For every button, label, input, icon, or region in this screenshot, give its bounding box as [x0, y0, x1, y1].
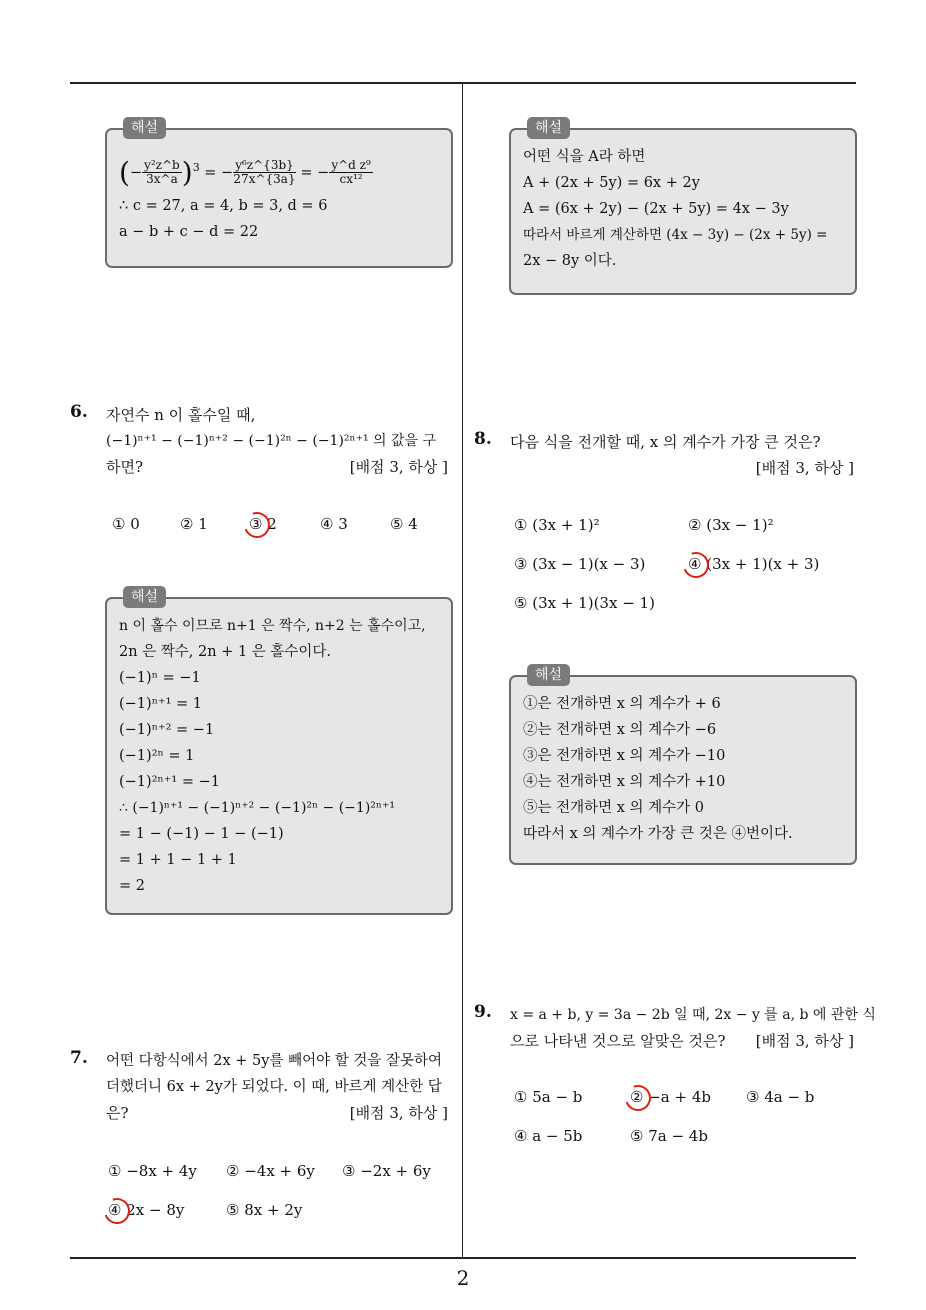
- solution-tag: 해설: [527, 117, 570, 139]
- solution-line: ⑤는 전개하면 x 의 계수가 0: [523, 800, 705, 816]
- solution-line: A + (2x + 5y) = 6x + 2y: [523, 175, 700, 191]
- solution-line: 2n 은 짝수, 2n + 1 은 홀수이다.: [119, 644, 332, 660]
- solution-box-q5: [105, 120, 453, 268]
- question-text: 다음 식을 전개할 때, x 의 계수가 가장 큰 것은?: [510, 433, 821, 451]
- solution-equation: (− $\frac{\text{y²z\textasciicircum{}b}}{3x\^{}a}$ )$^3$ = − $\frac{\text{y⁶z\textasciicircum{}\{3b\}}}{27x\^{}\{3a\}}$ = − $\frac{\text{y\textasciicircum{}d z⁹}}{\text{cx¹²}}$: [119, 155, 371, 189]
- solution-line: a − b + c − d = 22: [119, 223, 259, 240]
- question-text: 으로 나타낸 것으로 알맞은 것은? [배점 3, 하상 ]: [510, 1028, 856, 1054]
- question-number: 8.: [474, 429, 492, 449]
- choice-5[interactable]: ⑤ (3x + 1)(3x − 1): [514, 594, 655, 612]
- question-text: 은? [배점 3, 하상 ]: [106, 1100, 458, 1126]
- answer-mark: [621, 1081, 656, 1116]
- solution-line: ④는 전개하면 x 의 계수가 +10: [523, 774, 726, 790]
- solution-line: ③은 전개하면 x 의 계수가 −10: [523, 748, 726, 764]
- answer-mark: [679, 548, 714, 583]
- choice-5[interactable]: ⑤ 7a − 4b: [630, 1127, 708, 1145]
- choice-3[interactable]: ③ −2x + 6y: [342, 1162, 431, 1180]
- question-meta: [배점 3, 하상 ]: [349, 458, 448, 476]
- question-number: 6.: [70, 402, 88, 422]
- choice-5[interactable]: ⑤ 8x + 2y: [226, 1201, 303, 1219]
- question-text: 더했더니 6x + 2y가 되었다. 이 때, 바르게 계산한 답: [106, 1079, 442, 1095]
- question-text: x = a + b, y = 3a − 2b 일 때, 2x − y 를 a, b 에 관한 식: [510, 1007, 876, 1023]
- solution-line: (−1)ⁿ = −1: [119, 670, 201, 686]
- solution-line: 어떤 식을 A라 하면: [523, 149, 646, 165]
- question-text: 어떤 다항식에서 2x + 5y를 빼어야 할 것을 잘못하여: [106, 1053, 442, 1069]
- choice-2[interactable]: ② −a + 4b: [630, 1088, 711, 1106]
- question-meta: [배점 3, 하상 ]: [755, 1032, 854, 1050]
- choice-4[interactable]: ④ 3: [320, 515, 348, 533]
- solution-line: n 이 홀수 이므로 n+1 은 짝수, n+2 는 홀수이고,: [119, 618, 426, 634]
- answer-mark: [240, 508, 275, 543]
- choice-2[interactable]: ② (3x − 1)²: [688, 516, 774, 534]
- solution-box-q7: [509, 120, 857, 295]
- choice-4[interactable]: ④ a − 5b: [514, 1127, 583, 1145]
- page-number: 2: [456, 1266, 470, 1290]
- solution-box-q8: [509, 667, 857, 865]
- solution-line: = 1 − (−1) − 1 − (−1): [119, 826, 284, 842]
- solution-line: ∴ c = 27, a = 4, b = 3, d = 6: [119, 197, 328, 214]
- solution-tag: 해설: [123, 586, 166, 608]
- choice-1[interactable]: ① −8x + 4y: [108, 1162, 197, 1180]
- solution-tag: 해설: [123, 117, 166, 139]
- choice-1[interactable]: ① 0: [112, 515, 140, 533]
- choice-1[interactable]: ① (3x + 1)²: [514, 516, 600, 534]
- solution-line: 따라서 바르게 계산하면 (4x − 3y) − (2x + 5y) =: [523, 227, 828, 243]
- question-8: [510, 429, 854, 481]
- solution-line: 따라서 x 의 계수가 가장 큰 것은 ④번이다.: [523, 826, 793, 842]
- question-text: 자연수 n 이 홀수일 때,: [106, 406, 256, 424]
- choice-3[interactable]: ③ (3x − 1)(x − 3): [514, 555, 646, 573]
- solution-line: ∴ (−1)ⁿ⁺¹ − (−1)ⁿ⁺² − (−1)²ⁿ − (−1)²ⁿ⁺¹: [119, 800, 395, 816]
- solution-line: 2x − 8y 이다.: [523, 253, 617, 269]
- question-number: 9.: [474, 1002, 492, 1022]
- choice-3[interactable]: ③ 4a − b: [746, 1088, 815, 1106]
- solution-line: (−1)²ⁿ⁺¹ = −1: [119, 774, 220, 790]
- solution-box-q6: [105, 589, 453, 915]
- choices-q7: [108, 1162, 458, 1232]
- solution-line: (−1)²ⁿ = 1: [119, 748, 195, 764]
- choices-q9: [514, 1088, 854, 1158]
- question-9: [510, 1002, 876, 1054]
- choice-2[interactable]: ② 1: [180, 515, 208, 533]
- question-number: 7.: [70, 1048, 88, 1068]
- solution-tag: 해설: [527, 664, 570, 686]
- choices-q8: [514, 516, 854, 616]
- solution-line: = 1 + 1 − 1 + 1: [119, 852, 237, 868]
- question-text: 하면? [배점 3, 하상 ]: [106, 454, 456, 480]
- bottom-rule: [70, 1257, 856, 1259]
- choice-4[interactable]: ④ 2x − 8y: [108, 1201, 185, 1219]
- choices-q6: [112, 515, 452, 539]
- choice-1[interactable]: ① 5a − b: [514, 1088, 583, 1106]
- solution-line: ①은 전개하면 x 의 계수가 + 6: [523, 696, 721, 712]
- question-7: [106, 1048, 458, 1126]
- solution-line: = 2: [119, 878, 145, 894]
- solution-line: (−1)ⁿ⁺² = −1: [119, 722, 215, 738]
- question-6: [106, 402, 456, 480]
- column-divider: [462, 83, 463, 1258]
- answer-mark: [100, 1194, 135, 1229]
- solution-line: ②는 전개하면 x 의 계수가 −6: [523, 722, 717, 738]
- choice-5[interactable]: ⑤ 4: [390, 515, 418, 533]
- question-text: (−1)ⁿ⁺¹ − (−1)ⁿ⁺² − (−1)²ⁿ − (−1)²ⁿ⁺¹ 의 값을 구: [106, 433, 437, 449]
- choice-3[interactable]: ③ 2: [249, 515, 277, 533]
- choice-2[interactable]: ② −4x + 6y: [226, 1162, 315, 1180]
- solution-line: (−1)ⁿ⁺¹ = 1: [119, 696, 203, 712]
- question-meta: [배점 3, 하상 ]: [755, 459, 854, 477]
- solution-line: A = (6x + 2y) − (2x + 5y) = 4x − 3y: [523, 201, 789, 217]
- question-meta: [배점 3, 하상 ]: [349, 1104, 448, 1122]
- choice-4[interactable]: ④ (3x + 1)(x + 3): [688, 555, 820, 573]
- top-rule: [70, 82, 856, 84]
